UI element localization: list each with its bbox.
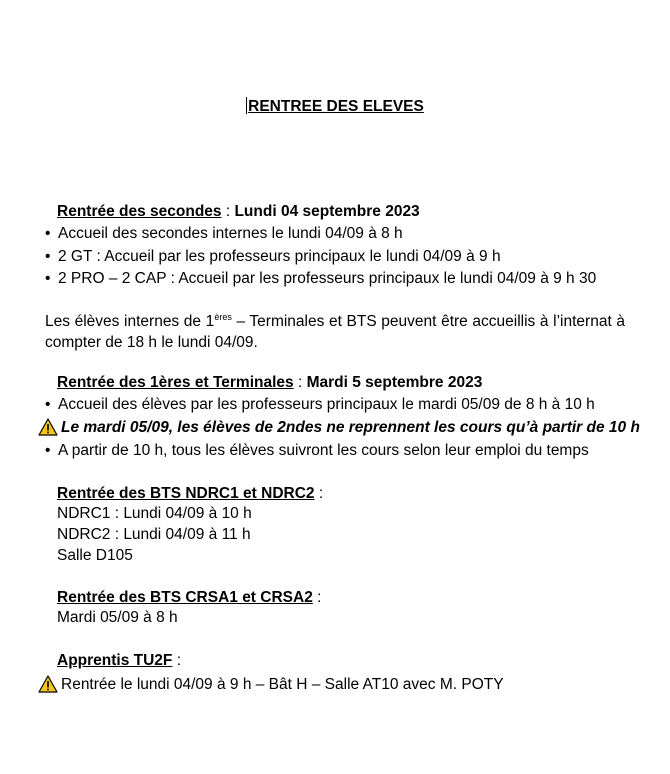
list-item: • 2 GT : Accueil par les professeurs principaux le lundi 04/09 à 9 h: [45, 248, 501, 265]
ndrc-room: Salle D105: [57, 547, 133, 564]
bullet-dot-icon: •: [45, 396, 51, 413]
bullet-dot-icon: •: [45, 442, 51, 459]
list-item: • A partir de 10 h, tous les élèves suivront les cours selon leur emploi du temps: [45, 442, 589, 459]
premieres-heading: Rentrée des 1ères et Terminales: [57, 374, 294, 391]
warning-line: [38, 417, 640, 438]
ndrc-heading-line: Rentrée des BTS NDRC1 et NDRC2 :: [57, 485, 324, 502]
premieres-date: Mardi 5 septembre 2023: [306, 374, 483, 391]
ndrc-line: NDRC2 : Lundi 04/09 à 11 h: [57, 526, 251, 543]
ndrc-heading: Rentrée des BTS NDRC1 et NDRC2: [57, 485, 315, 502]
ndrc-line: NDRC1 : Lundi 04/09 à 10 h: [57, 505, 252, 522]
apprentis-text: Rentrée le lundi 04/09 à 9 h – Bât H – Salle AT10 avec M. POTY: [61, 676, 504, 693]
apprentis-heading-line: Apprentis TU2F :: [57, 652, 182, 669]
list-item: • Accueil des secondes internes le lundi 04/09 à 8 h: [45, 225, 403, 242]
list-item: • 2 PRO – 2 CAP : Accueil par les professeurs principaux le lundi 04/09 à 9 h 30: [45, 270, 597, 287]
crsa-line: Mardi 05/09 à 8 h: [57, 609, 178, 626]
warning-text: Le mardi 05/09, les élèves de 2ndes ne reprennent les cours qu’à partir de 10 h: [61, 419, 640, 436]
apprentis-heading: Apprentis TU2F: [57, 652, 173, 669]
text-cursor: [246, 97, 247, 114]
crsa-heading-line: Rentrée des BTS CRSA1 et CRSA2 :: [57, 589, 322, 606]
warning-triangle-icon: [38, 675, 58, 693]
secondes-heading: Rentrée des secondes: [57, 203, 222, 220]
bullet-dot-icon: •: [45, 225, 51, 242]
apprentis-warning-line: [38, 674, 504, 695]
internes-paragraph: Les élèves internes de 1ères – Terminales et BTS peuvent être accueillis à l’internat à compter de 18 h le lundi 04/09.: [45, 312, 626, 351]
bullet-dot-icon: •: [45, 270, 51, 287]
premieres-heading-line: Rentrée des 1ères et Terminales : Mardi 5 septembre 2023: [57, 374, 483, 391]
page-title: RENTREE DES ELEVES: [248, 98, 424, 115]
secondes-date: Lundi 04 septembre 2023: [234, 203, 420, 220]
secondes-heading-line: Rentrée des secondes : Lundi 04 septembre 2023: [57, 203, 420, 220]
warning-triangle-icon: [38, 418, 58, 436]
crsa-heading: Rentrée des BTS CRSA1 et CRSA2: [57, 589, 313, 606]
list-item: • Accueil des élèves par les professeurs principaux le mardi 05/09 de 8 h à 10 h: [45, 396, 595, 413]
bullet-dot-icon: •: [45, 248, 51, 265]
